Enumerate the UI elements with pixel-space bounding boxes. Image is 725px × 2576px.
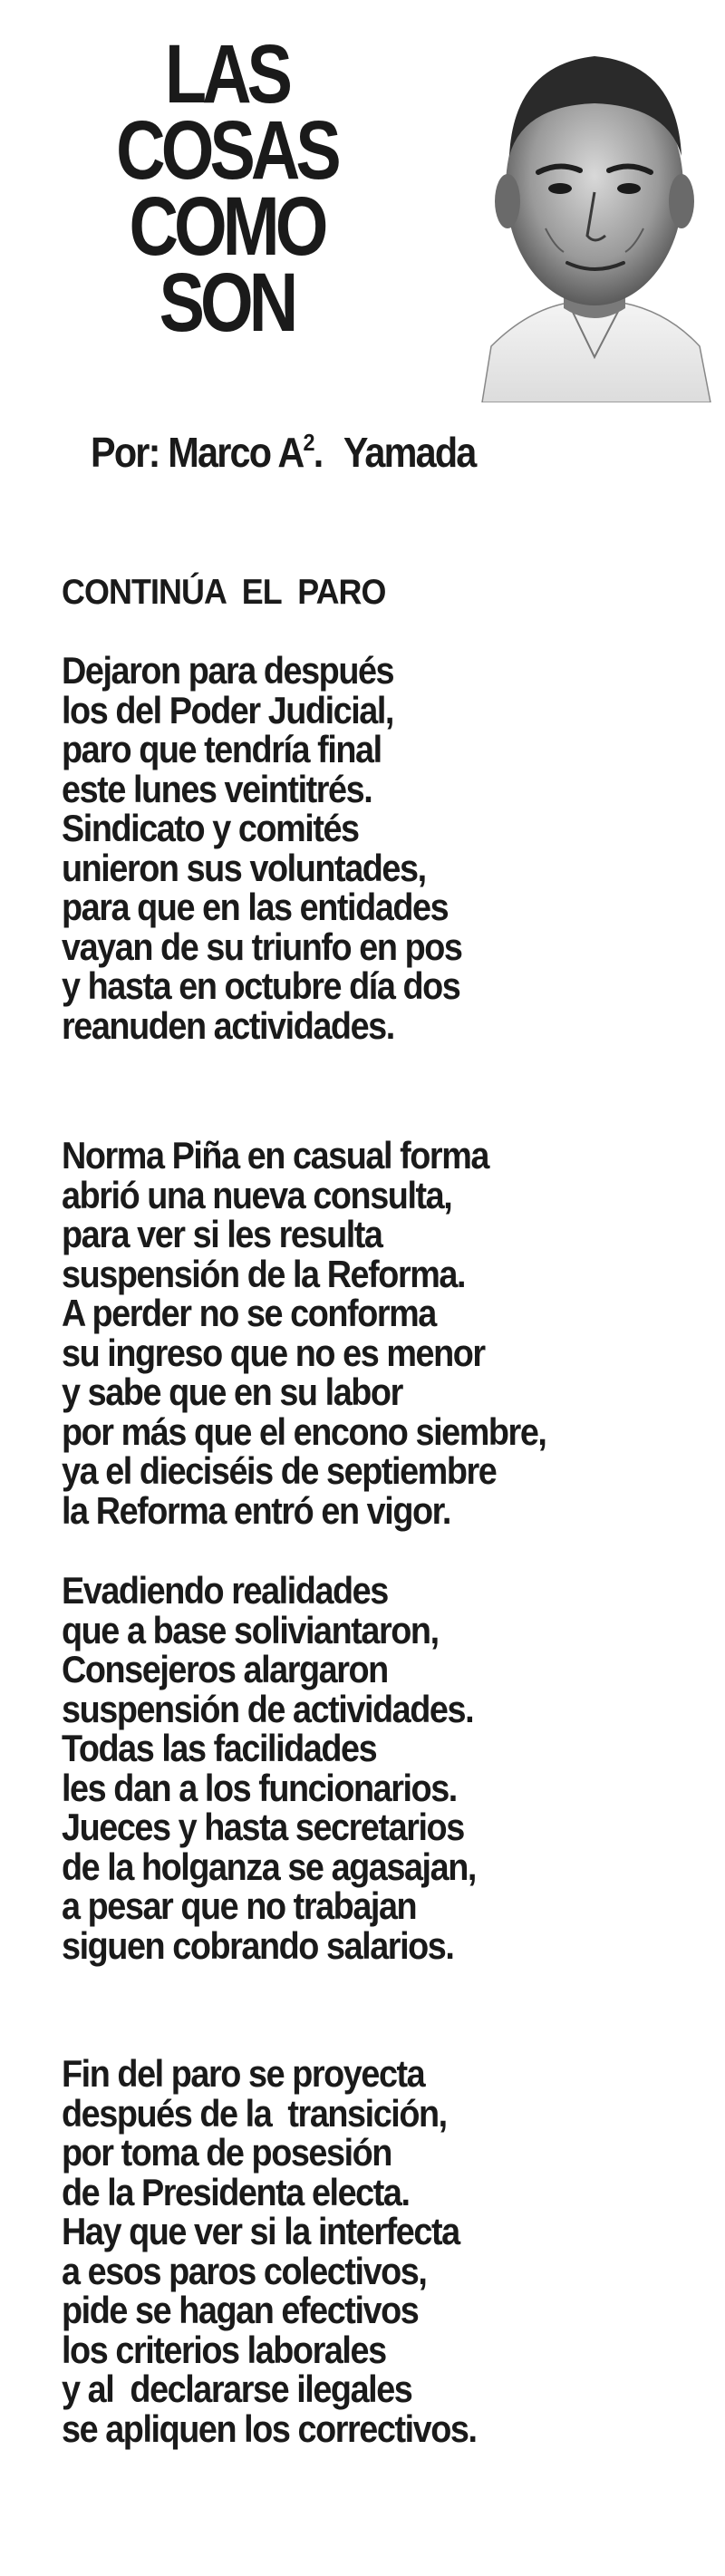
verse-line: les dan a los funcionarios. [62, 1766, 457, 1809]
verse-line: después de la transición, [62, 2091, 447, 2135]
column-title [101, 28, 353, 349]
verse-line: pide se hagan efectivos [62, 2289, 419, 2331]
verse-line: Fin del paro se proyecta [62, 2052, 425, 2095]
stanza-2 [62, 1136, 633, 1530]
verse-line: los criterios laborales [62, 2328, 386, 2371]
byline [91, 428, 476, 477]
verse-line: Jueces y hasta secretarios [62, 1806, 464, 1848]
verse-line: A perder no se conforma [62, 1292, 436, 1334]
verse-line: siguen cobrando salarios. [62, 1923, 454, 1967]
verse-line: abrió una nueva consulta, [62, 1173, 452, 1216]
stanza-1 [62, 651, 633, 1045]
author-photo [473, 20, 716, 402]
verse-line: Hay que ver si la interfecta [62, 2210, 459, 2252]
verse-line: para ver si les resulta [62, 1213, 382, 1255]
verse-line: que a base soliviantaron, [62, 1608, 439, 1651]
poem-title: CONTINÚA EL PARO [62, 573, 386, 612]
verse-line: se apliquen los correctivos. [62, 2407, 477, 2450]
stanza-3 [62, 1571, 633, 1965]
verse-line: Dejaron para después [62, 649, 394, 692]
verse-line: reanuden actividades. [62, 1003, 394, 1047]
verse-line: por más que el encono siembre, [62, 1409, 546, 1453]
verse-line: para que en las entidades [62, 886, 449, 928]
verse-line: Evadiendo realidades [62, 1569, 388, 1612]
verse-line: unieron sus voluntades, [62, 846, 426, 889]
verse-line: y hasta en octubre día dos [62, 964, 460, 1007]
verse-line: su ingreso que no es menor [62, 1331, 485, 1374]
byline-superscript: 2 [303, 429, 314, 456]
byline-prefix: Por: Marco A [91, 429, 304, 476]
column-title-line: LAS [164, 28, 289, 121]
verse-line: suspensión de la Reforma. [62, 1252, 466, 1295]
verse-line: este lunes veintitrés. [62, 767, 372, 810]
column-title-line: SON [159, 257, 295, 349]
verse-line: Consejeros alargaron [62, 1648, 388, 1690]
column-title-line: COMO [129, 180, 324, 273]
verse-line: paro que tendría final [62, 728, 382, 770]
verse-line: Sindicato y comités [62, 807, 359, 849]
byline-surname: Yamada [343, 429, 476, 476]
verse-line: y al declararse ilegales [62, 2368, 412, 2410]
column-title-line: COSAS [116, 104, 337, 197]
verse-line: de la Presidenta electa. [62, 2170, 410, 2213]
verse-line: y sabe que en su labor [62, 1370, 402, 1413]
verse-line: a pesar que no trabajan [62, 1884, 417, 1927]
verse-line: vayan de su triunfo en pos [62, 925, 462, 968]
verse-line: a esos paros colectivos, [62, 2249, 427, 2292]
verse-line: Todas las facilidades [62, 1727, 377, 1769]
verse-line: ya el dieciséis de septiembre [62, 1449, 497, 1492]
stanza-4 [62, 2054, 633, 2448]
verse-line: Norma Piña en casual forma [62, 1134, 488, 1177]
verse-line: suspensión de actividades. [62, 1687, 474, 1730]
verse-line: por toma de posesión [62, 2131, 392, 2174]
verse-line: los del Poder Judicial, [62, 688, 394, 731]
verse-line: la Reforma entró en vigor. [62, 1488, 450, 1532]
verse-line: de la holganza se agasajan, [62, 1845, 476, 1888]
byline-suffix: . [313, 429, 323, 476]
